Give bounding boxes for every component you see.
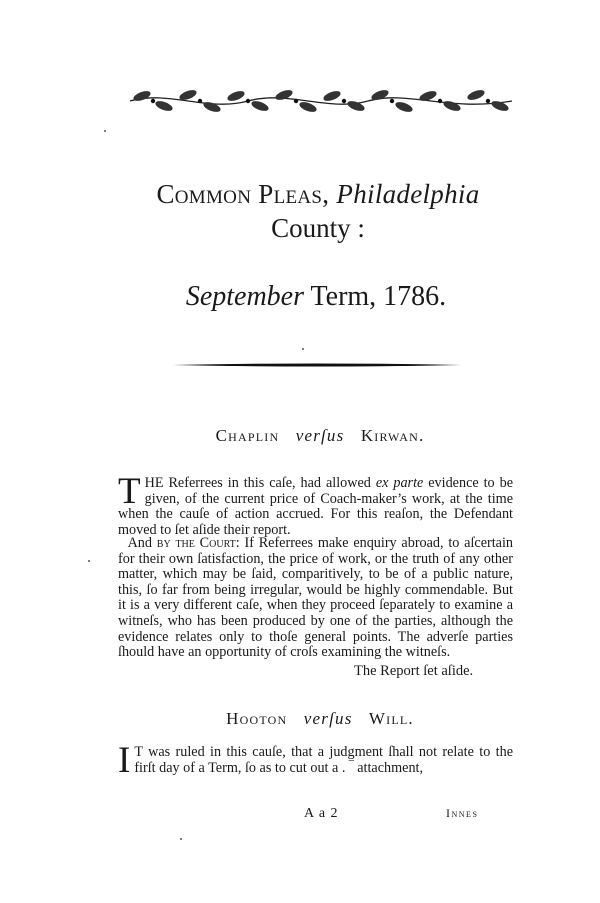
case1-paragraph-2: And by the Court: If Referrees make enquiry abroad, to aſcertain for their own ſatisfaction, the price of work, or the truth of any other matter, which may be ſaid, comparitively, to be of a public nature, this, ſo far from being irregular, would be highly commendable. But it is a very different caſe, when they proceed ſeparately to examine a witneſs, who has been produced by one of the parties, although the evidence relates only to thoſe general points. The adverſe parties ſhould have an opportunity of croſs examining the witneſs. xyxy=(118,535,513,661)
ornament-headpiece-icon xyxy=(128,86,514,116)
court-name: Common Pleas, xyxy=(156,179,330,209)
term-heading xyxy=(0,280,600,314)
signature-mark: A a 2 xyxy=(304,806,339,821)
defendant-name: Kirwan. xyxy=(360,426,425,445)
page-heading-county: County : xyxy=(271,213,365,243)
term-month: September xyxy=(185,281,304,312)
plaintiff-name: Hooton xyxy=(226,709,288,728)
case1-paragraph-1: THE Referrees in this caſe, had allowed ex parte evidence to be given, of the current price of Coach-maker’s work, at the time when the cauſe of action accrued. For this reaſon, the Defendant moved to ſet aſide their report. xyxy=(118,471,513,538)
drop-cap: T xyxy=(118,471,141,512)
place-name: Philadelphia xyxy=(336,179,480,209)
plaintiff-name: Chaplin xyxy=(215,426,280,445)
term-year: Term, 1786. xyxy=(304,281,447,312)
speck xyxy=(180,838,182,840)
case-title-chaplin-kirwan xyxy=(0,425,600,447)
speck xyxy=(302,348,304,350)
defendant-name: Will. xyxy=(368,709,414,728)
case-title-hooton-will xyxy=(0,708,600,730)
versus-label: verſus xyxy=(303,709,353,728)
case1-decision: The Report ſet aſide. xyxy=(354,663,474,679)
catchword: Innes xyxy=(446,806,479,820)
speck xyxy=(88,560,90,562)
page-heading-court xyxy=(0,178,600,210)
speck xyxy=(104,130,106,132)
drop-cap: I xyxy=(118,740,131,781)
versus-label: verſus xyxy=(295,426,345,445)
case2-paragraph: I T was ruled in this cauſe, that a judgment ſhall not relate to the firſt day of a Term, ſo as to cut out a . ‾ attachment, xyxy=(118,740,513,781)
divider-rule xyxy=(173,363,461,367)
